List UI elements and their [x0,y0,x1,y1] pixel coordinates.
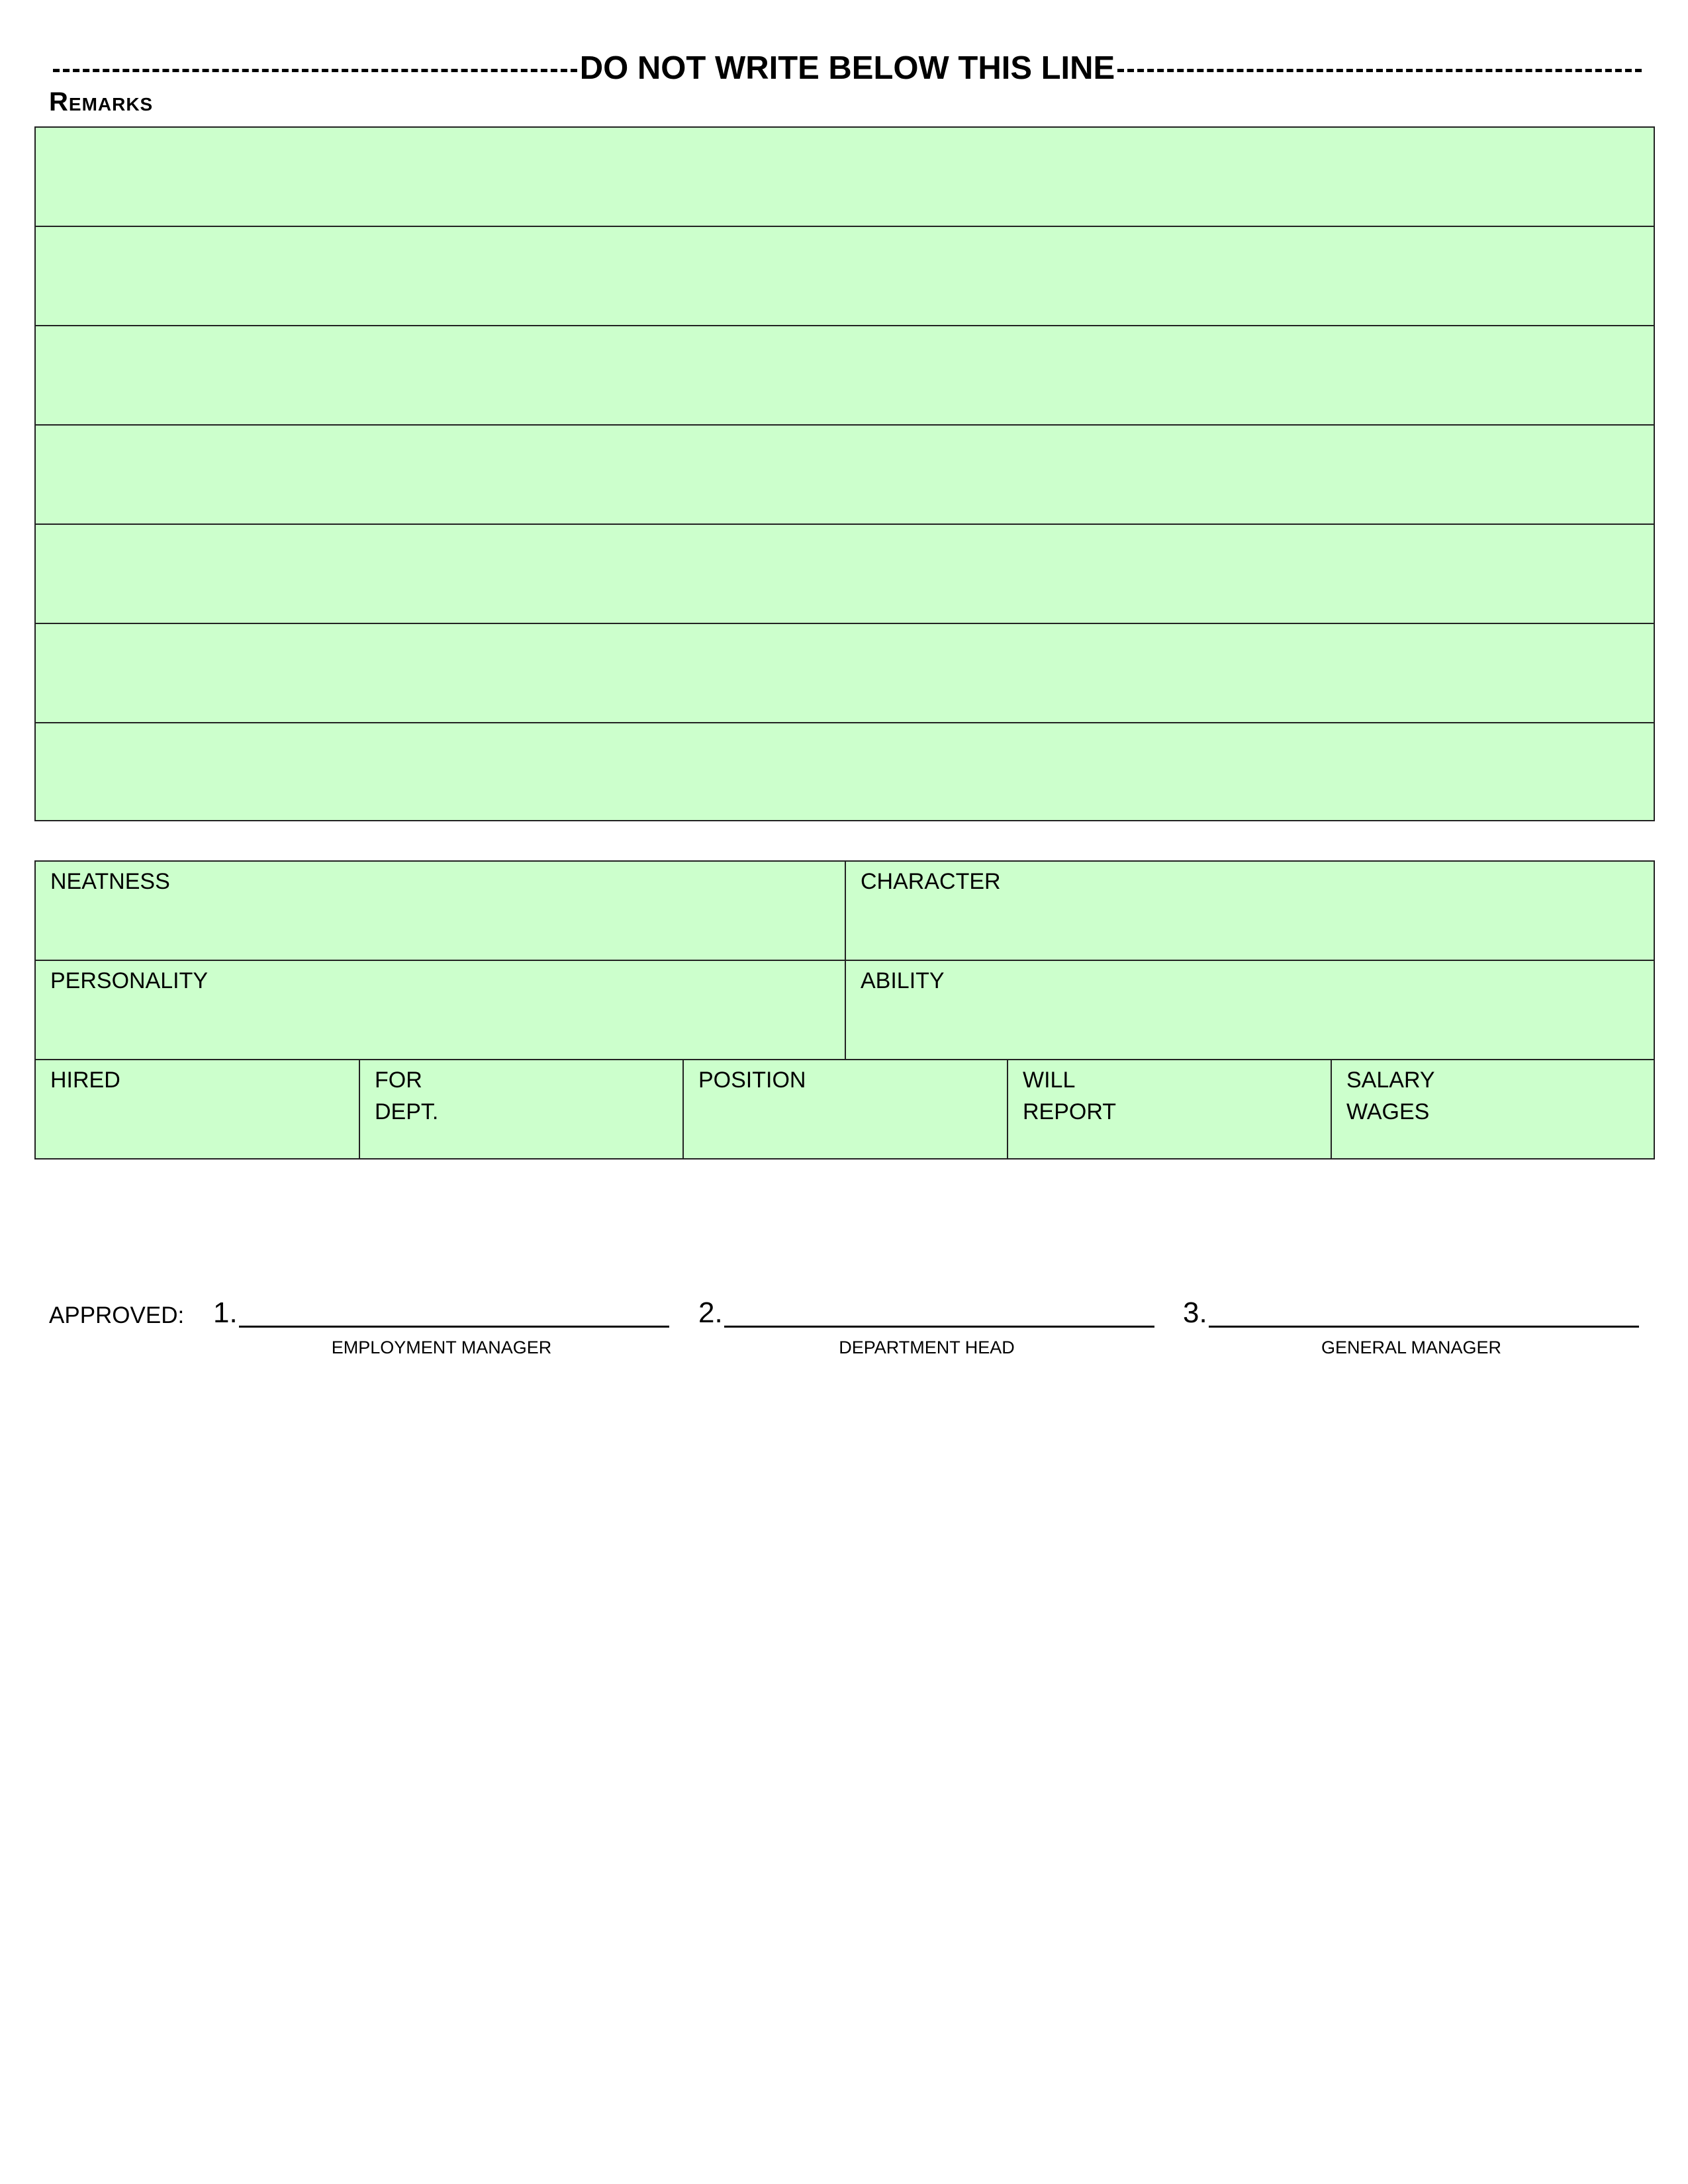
ability-label: ABILITY [861,968,945,993]
signature-number-3: 3. [1183,1297,1207,1329]
personality-label: PERSONALITY [50,968,209,993]
position-label: POSITION [698,1068,806,1093]
signature-number-1: 1. [213,1297,238,1329]
will-report-label-line1: WILL [1023,1068,1076,1093]
remarks-line-6[interactable] [36,624,1654,723]
will-report-label-line2: REPORT [1023,1099,1117,1124]
position-field[interactable] [684,1060,1007,1158]
signature-line-1[interactable] [213,1298,669,1328]
remarks-line-3[interactable] [36,326,1654,426]
neatness-label: NEATNESS [50,869,170,894]
approved-label: APPROVED: [49,1302,185,1328]
hired-label: HIRED [50,1068,120,1093]
ability-field[interactable] [846,961,1655,1059]
evaluation-grid [34,860,1655,1160]
remarks-line-1[interactable] [36,128,1654,227]
neatness-field[interactable] [36,862,845,960]
remarks-line-7[interactable] [36,723,1654,823]
salary-wages-label-line1: SALARY [1346,1068,1435,1093]
remarks-line-2[interactable] [36,227,1654,326]
personality-field[interactable] [36,961,845,1059]
remarks-line-4[interactable] [36,426,1654,525]
do-not-write-divider [53,45,1642,91]
signature-caption-2: DEPARTMENT HEAD [839,1338,1015,1357]
character-label: CHARACTER [861,869,1001,894]
hired-field[interactable] [36,1060,359,1158]
divider-dashes-right [1117,45,1642,91]
signature-caption-3: GENERAL MANAGER [1321,1338,1502,1357]
signature-blank-2[interactable] [724,1299,1154,1328]
salary-wages-label-line2: WAGES [1346,1099,1430,1124]
remarks-line-5[interactable] [36,525,1654,624]
signature-caption-1: EMPLOYMENT MANAGER [331,1338,552,1357]
signature-blank-1[interactable] [239,1299,669,1328]
signature-line-2[interactable] [698,1298,1154,1328]
salary-wages-field[interactable] [1332,1060,1655,1158]
divider-dashes-left [53,45,577,91]
for-dept-label-line1: FOR [375,1068,422,1093]
remarks-box [34,126,1655,821]
for-dept-label-line2: DEPT. [375,1099,439,1124]
signature-line-3[interactable] [1183,1298,1639,1328]
character-field[interactable] [846,862,1655,960]
will-report-field[interactable] [1008,1060,1331,1158]
remarks-title: Remarks [49,87,154,116]
divider-text: DO NOT WRITE BELOW THIS LINE [579,50,1115,86]
for-dept-field[interactable] [360,1060,682,1158]
signature-blank-3[interactable] [1209,1299,1639,1328]
signature-number-2: 2. [698,1297,723,1329]
